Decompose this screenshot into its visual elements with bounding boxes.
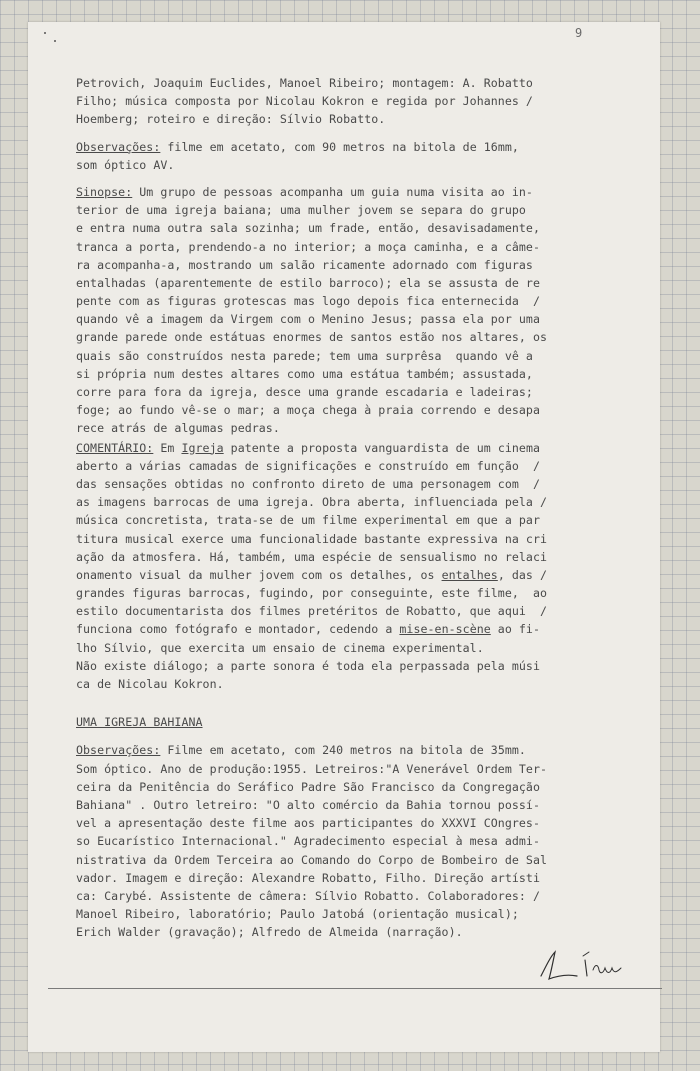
text-line: das sensações obtidas no confronto direto de uma personagem com / (76, 476, 540, 491)
text-line: música concretista, trata-se de um filme experimental em que a par (76, 513, 540, 528)
text-line: pente com as figuras grotescas mas logo depois fica enternecida / (76, 294, 540, 309)
text-line: corre para fora da igreja, desce uma grande escadaria e ladeiras; (76, 385, 533, 399)
film-title-igreja: Igreja (181, 440, 224, 455)
handwritten-signature (535, 946, 625, 982)
observacoes-heading: Observações: (76, 743, 161, 758)
text-line: foge; ao fundo vê-se o mar; a moça chega à praia correndo e desapa (76, 403, 540, 418)
text-line: quais são construídos nesta parede; tem uma surprêsa quando vê a (76, 348, 533, 363)
text-line: rece atrás de algumas pedras. (76, 421, 280, 436)
observacoes-paragraph-2 (76, 741, 606, 941)
text-line: ca de Nicolau Kokron. (76, 677, 224, 691)
text-line: Manoel Ribeiro, laboratório; Paulo Jatobá (orientação musical); (76, 907, 519, 922)
text-span: patente a proposta vanguardista de um cinema (223, 440, 541, 455)
text-line: estilo documentarista dos filmes pretéritos de Robatto, que aqui / (76, 604, 548, 619)
punch-mark (44, 32, 46, 34)
text-line: aberto a várias camadas de significações e construído em função / (76, 458, 540, 473)
text-line: Filho; música composta por Nicolau Kokron e regida por Johannes / (76, 94, 533, 109)
text-line: so Eucarístico Internacional." Agradecimento especial à mesa admi- (76, 834, 540, 849)
punch-mark (54, 40, 56, 42)
text-line: quando vê a imagem da Virgem com o Menino Jesus; passa ela por uma (76, 312, 540, 327)
text-line: si própria num destes altares como uma estátua também; assustada, (76, 366, 533, 381)
text-span: ao fi- (490, 622, 540, 637)
text-line: ceira da Penitência do Seráfico Padre São Francisco da Congregação (76, 779, 540, 794)
text-line: som óptico AV. (76, 157, 175, 172)
text-line: e entra numa outra sala sozinha; um frade, então, desavisadamente, (76, 221, 540, 236)
text-line: terior de uma igreja baiana; uma mulher jovem se separa do grupo (76, 203, 526, 218)
text-line: Som óptico. Ano de produção:1955. Letreiros:"A Venerável Ordem Ter- (76, 761, 548, 776)
sinopse-heading: Sinopse: (76, 184, 133, 199)
text-line: Petrovich, Joaquim Euclides, Manoel Ribeiro; montagem: A. Robatto (76, 76, 533, 90)
text-line: tranca a porta, prendendo-a no interior; a moça caminha, e a câme- (76, 239, 540, 254)
text-line: entalhadas (aparentemente de estilo barroco); ela se assusta de re (76, 275, 540, 290)
bottom-rule (48, 988, 662, 989)
text-span: onamento visual da mulher jovem com os detalhes, os (76, 567, 442, 582)
opening-paragraph (76, 74, 606, 129)
text-line: grandes figuras barrocas, fugindo, por conseguinte, este filme, ao (76, 586, 548, 601)
text-line: Erich Walder (gravação); Alfredo de Almeida (narração). (76, 925, 463, 940)
text-line: Bahiana" . Outro letreiro: "O alto comércio da Bahia tornou possí- (76, 797, 540, 812)
text-line: Não existe diálogo; a parte sonora é toda ela perpassada pela músi (76, 658, 540, 673)
text-span: Em (153, 440, 182, 455)
text-line: as imagens barrocas de uma igreja. Obra aberta, influenciada pela / (76, 495, 548, 510)
underlined-term: mise-en-scène (399, 622, 491, 637)
text-line: ca: Carybé. Assistente de câmera: Sílvio Robatto. Colaboradores: / (76, 888, 540, 903)
text-span: Filme em acetato, com 240 metros na bitola de 35mm. (160, 743, 526, 758)
page-number: 9 (575, 26, 583, 40)
text-span: funciona como fotógrafo e montador, cedendo a (76, 622, 400, 637)
comentario-heading: COMENTÁRIO: (76, 440, 154, 455)
sinopse-paragraph (76, 183, 606, 438)
comentario-paragraph (76, 439, 606, 694)
text-span: , das / (497, 567, 548, 582)
text-line: vel a apresentação deste filme aos participantes do XXXVI COngres- (76, 816, 540, 831)
text-line: titura musical exerce uma funcionalidade bastante expressiva na cri (76, 531, 548, 546)
text-span: filme em acetato, com 90 metros na bitola de 16mm, (160, 139, 519, 154)
section-title: UMA IGREJA BAHIANA (76, 715, 203, 730)
document-body (76, 0, 606, 941)
text-line: nistrativa da Ordem Terceira ao Comando do Corpo de Bombeiro de Sal (76, 852, 548, 867)
observacoes-heading: Observações: (76, 139, 161, 154)
underlined-term: entalhes (441, 567, 498, 582)
text-line: lho Sílvio, que exercita um ensaio de cinema experimental. (76, 640, 484, 655)
text-line: Hoemberg; roteiro e direção: Sílvio Robatto. (76, 112, 386, 127)
text-line: ra acompanha-a, mostrando um salão ricamente adornado com figuras (76, 257, 533, 272)
text-span: Um grupo de pessoas acompanha um guia numa visita ao in- (132, 184, 533, 199)
text-line: vador. Imagem e direção: Alexandre Robatto, Filho. Direção artísti (76, 870, 540, 885)
text-line: ação da atmosfera. Há, também, uma espécie de sensualismo no relaci (76, 549, 548, 564)
observacoes-paragraph-1 (76, 138, 606, 174)
text-line: grande parede onde estátuas enormes de santos estão nos altares, os (76, 330, 548, 345)
